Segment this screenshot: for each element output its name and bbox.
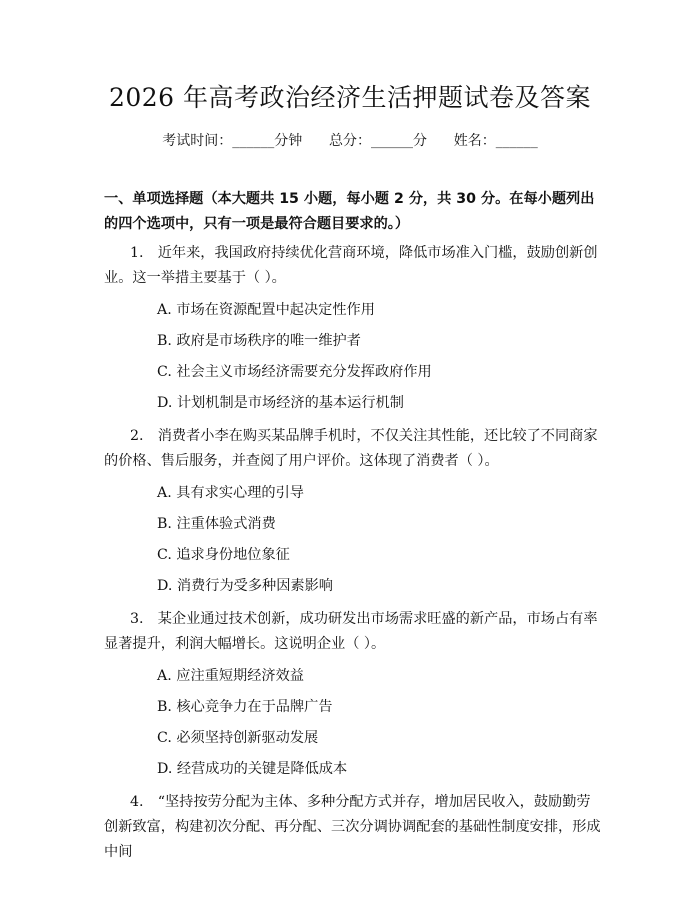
option-d: D. 经营成功的关键是降低成本 xyxy=(157,761,348,777)
option-a: A. 具有求实心理的引导 xyxy=(157,485,304,501)
question-stem: 4. “坚持按劳分配为主体、多种分配方式并存，增加居民收入，鼓励勤劳创新致富，构建初次分配、再分配、三次分调协调配套的基础性制度安排，形成中间 xyxy=(104,794,601,860)
option-c: C. 必须坚持创新驱动发展 xyxy=(157,730,319,746)
question-3 xyxy=(104,607,604,780)
section-heading: 一、单项选择题（本大题共 15 小题，每小题 2 分，共 30 分。在每小题列出的四个选项中，只有一项是最符合题目要求的。） xyxy=(104,191,595,232)
option-b: B. 核心竞争力在于品牌广告 xyxy=(157,699,333,715)
document-title: 2026 年高考政治经济生活押题试卷及答案 xyxy=(108,83,592,112)
exam-meta-line: 考试时间：______分钟 总分：______分 姓名：______ xyxy=(162,133,538,149)
option-d: D. 计划机制是市场经济的基本运行机制 xyxy=(157,395,404,411)
question-stem: 2. 消费者小李在购买某品牌手机时，不仅关注其性能，还比较了不同商家的价格、售后服务，并查阅了用户评价。这体现了消费者（ ）。 xyxy=(104,428,598,469)
question-4 xyxy=(104,790,604,865)
option-d: D. 消费行为受多种因素影响 xyxy=(157,578,333,594)
option-b: B. 政府是市场秩序的唯一维护者 xyxy=(157,333,361,349)
question-2 xyxy=(104,424,604,597)
question-list xyxy=(104,241,604,873)
option-a: A. 市场在资源配置中起决定性作用 xyxy=(157,302,375,318)
question-1 xyxy=(104,241,604,414)
option-b: B. 注重体验式消费 xyxy=(157,516,276,532)
option-c: C. 社会主义市场经济需要充分发挥政府作用 xyxy=(157,364,432,380)
question-stem: 3. 某企业通过技术创新，成功研发出市场需求旺盛的新产品，市场占有率显著提升，利润大幅增长。这说明企业（ ）。 xyxy=(104,611,598,652)
option-a: A. 应注重短期经济效益 xyxy=(157,668,304,684)
option-c: C. 追求身份地位象征 xyxy=(157,547,290,563)
question-stem: 1. 近年来，我国政府持续优化营商环境，降低市场准入门槛，鼓励创新创业。这一举措主要基于（ ）。 xyxy=(104,245,598,286)
